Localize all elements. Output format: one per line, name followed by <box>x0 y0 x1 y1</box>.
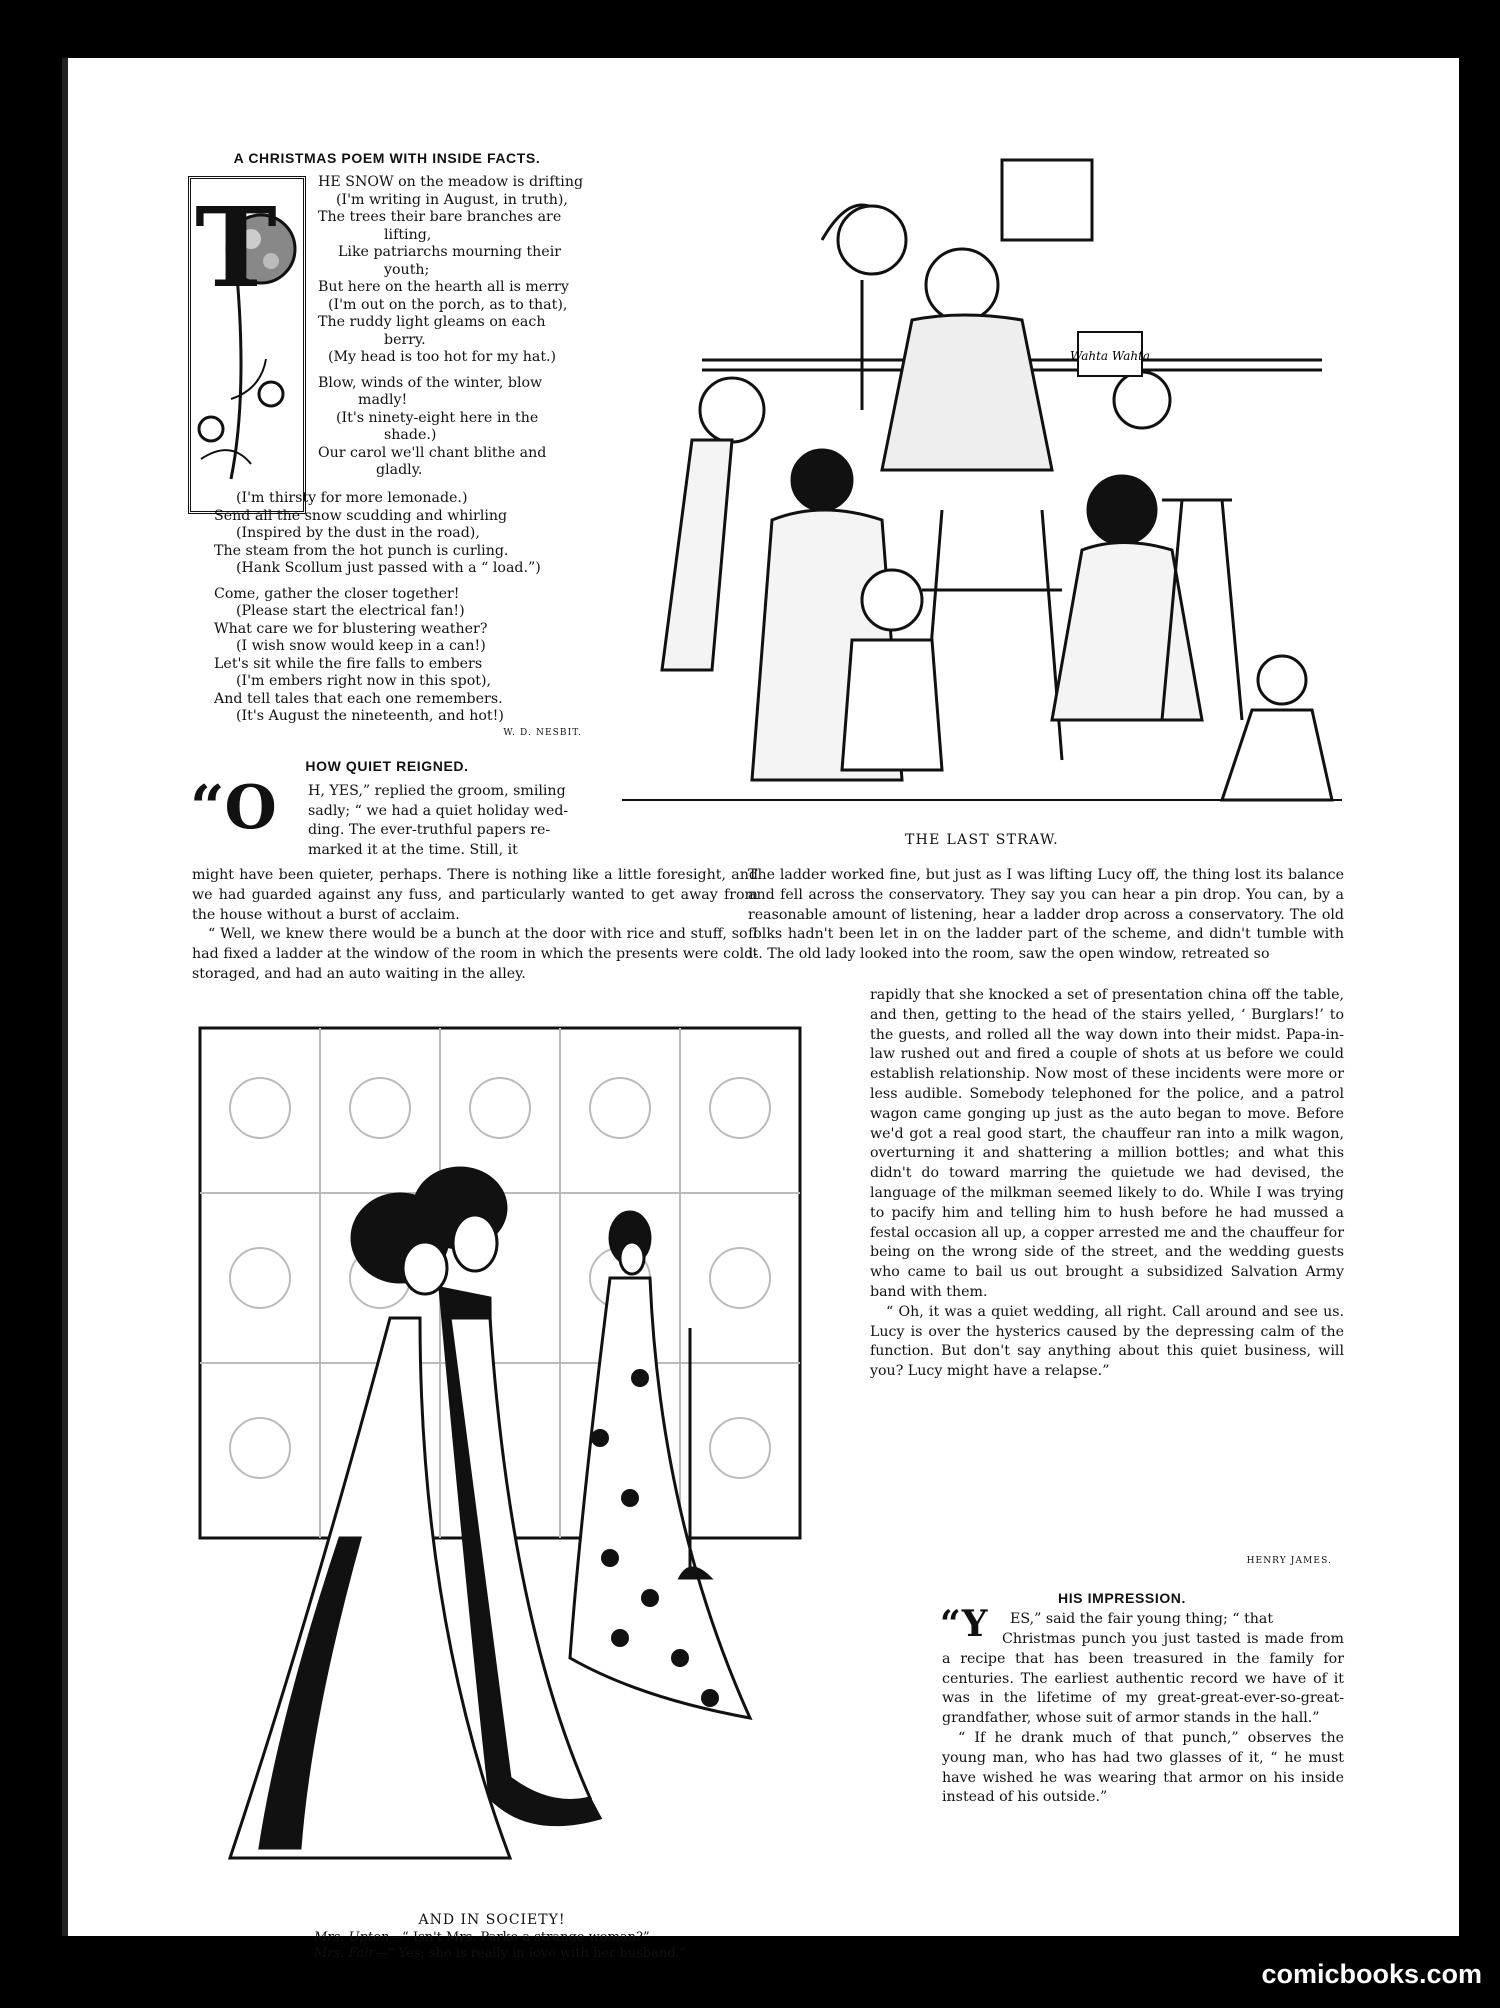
story-opening <box>308 782 598 860</box>
cartoon-caption-last-straw: THE LAST STRAW. <box>905 832 1059 848</box>
poem-line <box>210 578 600 586</box>
cartoon-caption-society: AND IN SOCIETY! <box>418 1912 566 1928</box>
cartoon-and-in-society <box>190 1018 846 1908</box>
poem-author: W. D. NESBIT. <box>503 728 582 738</box>
story-paragraph: The ladder worked fine, but just as I was lifting Lucy off, the thing lost its balance and fell across the conservatory. They say you can hear a pin drop. You can, by a reasonable amount of listening, hear a ladder drop across a conservatory. The old folks hadn't been let in on the ladder part of the scheme, and didn't tumble with it. The old lady looked into the room, saw the open window, retreated so <box>748 867 1344 963</box>
poem-line: gladly. <box>376 462 423 478</box>
poem-line: (It's ninety-eight here in the <box>336 409 539 426</box>
poem-line: Let's sit while the fire falls to embers <box>214 655 483 672</box>
story-opening-line: marked it at the time. Still, it <box>308 841 518 858</box>
site-watermark: comicbooks.com <box>1261 1959 1482 1989</box>
children-at-soda-fountain-drawing <box>622 120 1342 820</box>
cartoon-dialogue <box>314 1930 834 1962</box>
dialogue-line-2 <box>314 1946 834 1962</box>
speaker-upton: Mrs. Upton <box>314 1930 390 1945</box>
poem-line: (Inspired by the dust in the road), <box>236 525 480 541</box>
impression-body <box>942 1630 1344 1808</box>
poem-line: Blow, winds of the winter, blow <box>318 374 543 391</box>
poem-line: But here on the hearth all is merry <box>318 279 569 295</box>
cartoon-last-straw <box>622 120 1342 820</box>
story-title-impression: HIS IMPRESSION. <box>1057 1590 1187 1606</box>
story-drop-cap-o: “O <box>190 773 277 843</box>
poem-line: (I'm thirsty for more lemonade.) <box>236 490 468 506</box>
poem-title: A CHRISTMAS POEM WITH INSIDE FACTS. <box>233 150 541 166</box>
story-paragraph: might have been quieter, perhaps. There is nothing like a little foresight, and we had guarded against any fuss, and particularly wanted to get away from the house without a burst of acclaim. <box>192 867 758 923</box>
poem-stanza-bottom <box>210 490 600 726</box>
impression-drop-cap: “Y <box>940 1603 988 1645</box>
poem-line: The steam from the hot punch is curling. <box>214 542 509 559</box>
poem-line: And tell tales that each one remembers. <box>214 690 503 707</box>
poem-line: (It's August the nineteenth, and hot!) <box>236 708 504 724</box>
poem-line: Our carol we'll chant blithe and <box>318 444 547 461</box>
story-opening-line: H, YES,” replied the groom, smiling <box>308 783 566 799</box>
poem-line: HE SNOW on the meadow is drifting <box>318 174 584 190</box>
story-column-right-narrow <box>870 986 1344 1382</box>
poem-drop-cap-ornament <box>188 176 306 514</box>
story-title-quiet: HOW QUIET REIGNED. <box>305 758 469 774</box>
story-column-left <box>192 866 758 985</box>
poem-line: (I'm embers right now in this spot), <box>236 673 491 689</box>
poem-line: Come, gather the closer together! <box>214 585 460 602</box>
cartoon-sign-text: Wahta Wahta <box>1069 349 1151 363</box>
poem-line: youth; <box>384 261 430 278</box>
story-column-right-top <box>748 866 1344 965</box>
poem-line: (I'm writing in August, in truth), <box>336 191 568 208</box>
poem-line: Send all the snow scudding and whirling <box>214 507 508 524</box>
dialogue-text-2: —“ Yes; she is really in love with her husband.” <box>374 1946 687 1961</box>
poem-line: (I'm out on the porch, as to that), <box>328 296 568 313</box>
poem-line: The ruddy light gleams on each <box>318 314 546 330</box>
poem-drop-cap: T <box>195 183 277 312</box>
story-opening-line: sadly; “ we had a quiet holiday wed- <box>308 802 569 819</box>
poem-line: madly! <box>358 392 408 408</box>
story-opening-line: ding. The ever-truthful papers re- <box>308 822 551 838</box>
story-paragraph: “ Oh, it was a quiet wedding, all right. Call around and see us. Lucy is over the hysterics caused by the depressing calm of the function. But don't say anything about this quiet business, will you? Lucy might have a relapse.” <box>870 1303 1344 1380</box>
poem-line: (My head is too hot for my hat.) <box>328 349 557 365</box>
poem-line: What care we for blustering weather? <box>214 620 488 637</box>
poem-line: Like patriarchs mourning their <box>338 244 562 260</box>
poem-line: The trees their bare branches are <box>318 209 562 225</box>
poem-line: lifting, <box>384 226 432 243</box>
dialogue-text-1: —“ Isn't Mrs. Parke a strange woman?” <box>389 1930 650 1945</box>
story-author: HENRY JAMES. <box>1246 1556 1332 1566</box>
dialogue-line-1 <box>314 1930 834 1946</box>
page-spine <box>62 58 68 1936</box>
impression-first-line: ES,” said the fair young thing; “ that <box>1010 1611 1274 1627</box>
poem-line: shade.) <box>384 427 437 443</box>
poem-line: (Please start the electrical fan!) <box>236 603 465 619</box>
story-paragraph: rapidly that she knocked a set of presentation china off the table, and then, getting to the head of the stairs yelled, ‘ Burglars!’ to the guests, and rolled all the way down into their midst. Papa-in-law rushed out and fired a couple of shots at us before we could establish relationship. Now most of these incidents were more or less audible. Somebody telephoned for the police, and a patrol wagon came gonging up just as the auto began to move. Before we'd got a real good start, the chauffeur ran into a milk wagon, overturning it and shattering a million bottles; and what this didn't do toward marring the quietude we had devised, the language of the milkman seemed likely to do. While I was trying to pacify him and telling him to hush before he had mussed a festal occasion all up, a copper arrested me and the chauffeur for being on the wrong side of the street, and the wedding guests who came to bail us out brought a subsidized Salvation Army band with them. <box>870 987 1344 1300</box>
poem-line: berry. <box>384 331 426 348</box>
impression-paragraph: “ If he drank much of that punch,” observes the young man, who has had two glasses of it, “ he must have wished he was wearing that armor on his inside instead of his outside.” <box>942 1729 1344 1806</box>
poem-line: (I wish snow would keep in a can!) <box>236 638 486 654</box>
impression-paragraph: Christmas punch you just tasted is made from a recipe that has been treasured in the family for centuries. The earliest authentic record we have of it was in the lifetime of my great-great-ever-so-great-grandfather, whose suit of armor stands in the hall.” <box>942 1631 1344 1727</box>
speaker-fair: Mrs. Fair <box>314 1946 375 1961</box>
magazine-page <box>62 58 1459 1961</box>
story-paragraph: “ Well, we knew there would be a bunch at the door with rice and stuff, so I had fixed a ladder at the window of the room in which the presents were cold-storaged, and had an auto waiting in the alley. <box>192 926 758 982</box>
poem-stanza-top <box>316 174 596 480</box>
poem-line: (Hank Scollum just passed with a “ load.”) <box>236 560 541 576</box>
ladies-in-gowns-drawing <box>190 1018 846 1908</box>
poem-line <box>316 367 596 375</box>
